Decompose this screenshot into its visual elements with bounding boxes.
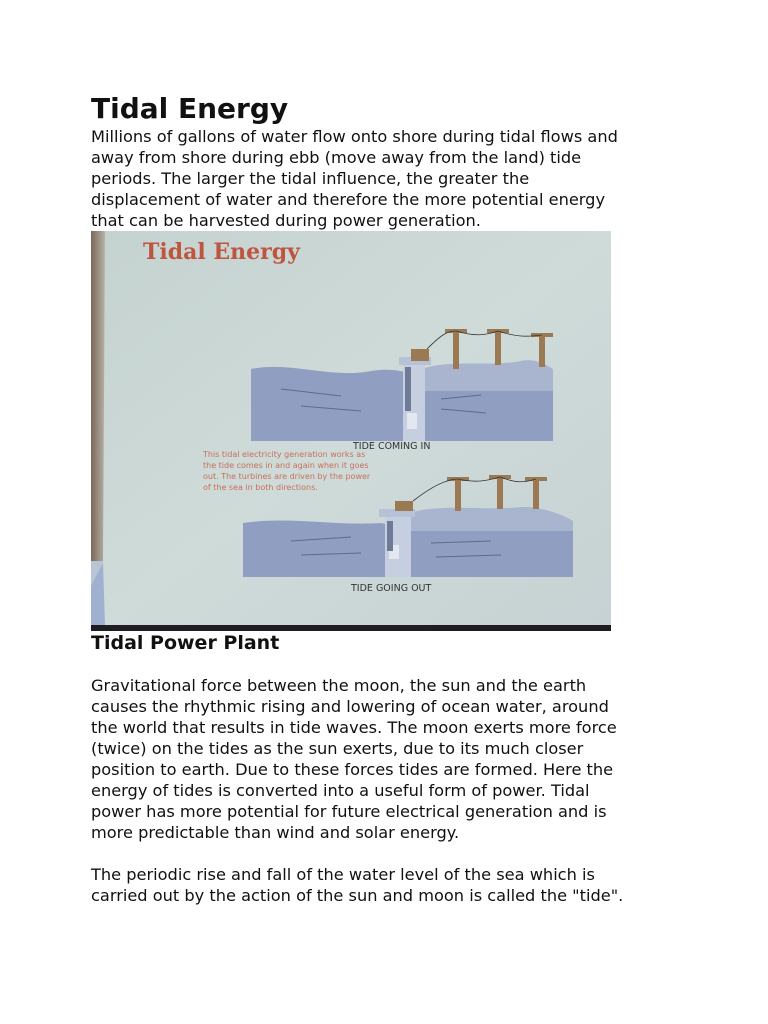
label-tide-going-out: TIDE GOING OUT [351,583,432,594]
slide-title: Tidal Energy [143,239,300,265]
screen-left-edge [91,231,105,591]
tidal-energy-photo [91,231,611,631]
caption-line-4: of the sea in both directions. [203,483,318,492]
label-tide-coming-in: TIDE COMING IN [353,441,431,452]
caption-line-2: the tide comes in and again when it goes [203,461,369,470]
caption-line-1: This tidal electricity generation works as [203,450,366,459]
paragraph-gravitational-force: Gravitational force between the moon, the sun and the earth causes the rhythmic rising and lowering of ocean water, around the world that results in tide waves. The moon exerts more force (twice) on the tides as the sun exerts, due to its much closer position to earth. Due to these forces tides are formed. Here the energy of tides is converted into a useful form of power. Tidal power has more potential for future electrical generation and is more predictable than wind and solar energy. [91,676,617,842]
paragraph-tide-definition: The periodic rise and fall of the water level of the sea which is carried out by the action of the sun and moon is called the "tide". [91,865,624,905]
page-title: Tidal Energy [91,92,289,125]
document-page [91,92,691,906]
section-heading: Tidal Power Plant [91,632,280,654]
paragraph-spacer [91,843,691,864]
intro-paragraph: Millions of gallons of water flow onto shore during tidal flows and away from shore during ebb (move away from the land) tide periods. The larger the tidal influence, the greater the displacement of water and therefore the more potential energy that can be harvested during power generation. [91,127,618,230]
caption-line-3: out. The turbines are driven by the power [203,472,371,481]
screen-bottom-border [91,625,611,631]
